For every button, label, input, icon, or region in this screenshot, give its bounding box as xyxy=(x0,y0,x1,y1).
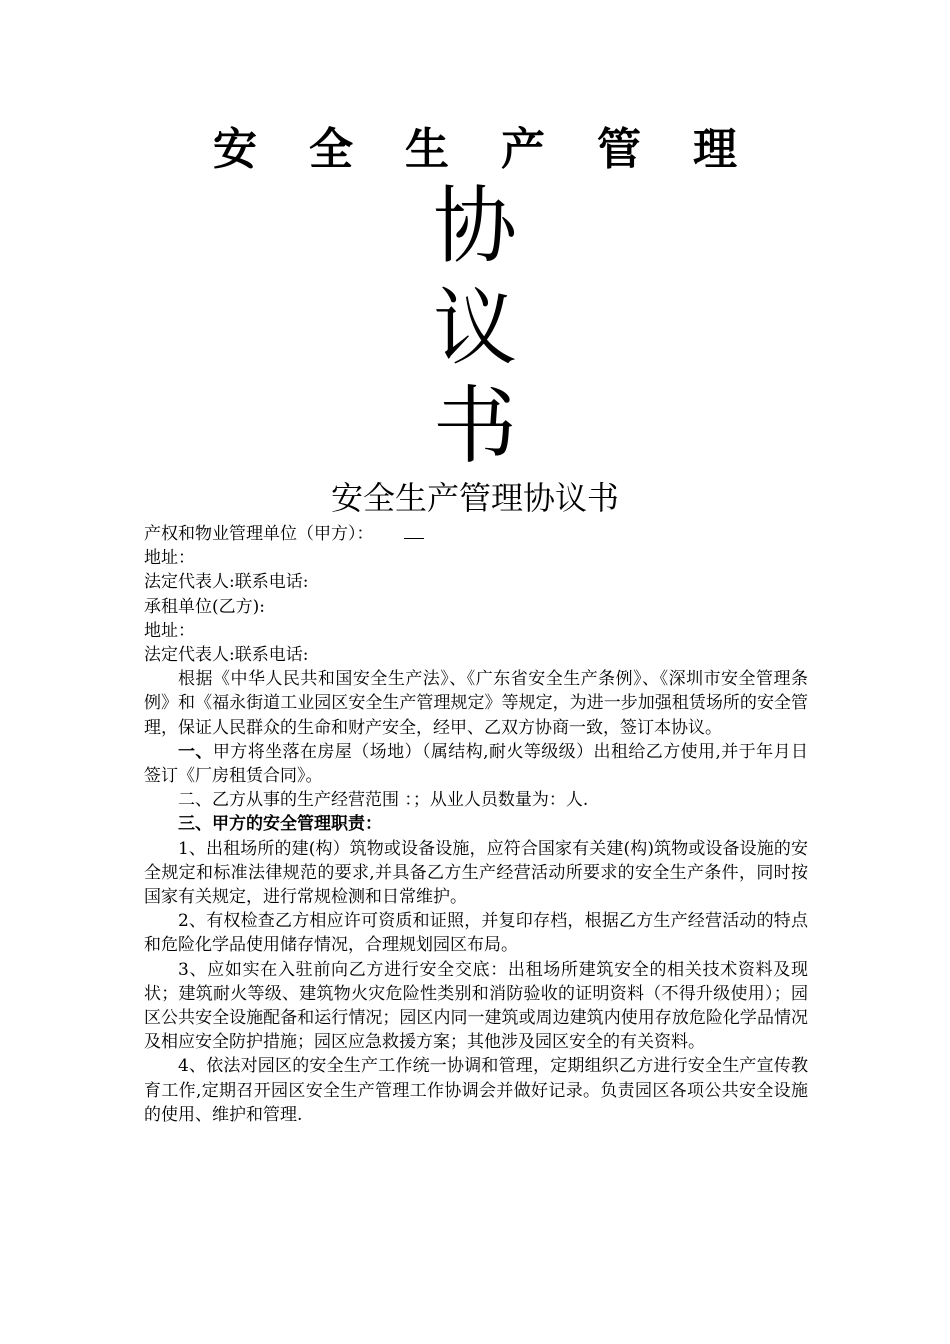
party-a-label: 产权和物业管理单位（甲方）： xyxy=(144,524,374,544)
address-b-line: 地址： xyxy=(144,620,195,641)
title-char: 全 xyxy=(309,124,353,175)
document-body xyxy=(144,522,808,1127)
big-title-char: 书 xyxy=(432,377,517,475)
address-a-line: 地址： xyxy=(144,548,195,569)
big-title-char: 协 xyxy=(432,177,517,275)
big-title-char: 议 xyxy=(432,279,517,377)
title-char: 管 xyxy=(597,124,641,175)
party-b-line: 承租单位(乙方): xyxy=(144,596,265,617)
clause-3-item-3: 3、应如实在入驻前向乙方进行安全交底：出租场所建筑安全的相关技术资料及现状；建筑耐火等级、建筑物火灾危险性类别和消防验收的证明资料（不得升级使用）；园区公共安全设施配备和运行情况；园区内同一建筑或周边建筑内使用存放危险化学品情况及相应安全防护措施；园区应急救援方案；其他涉及园区安全的有关资料。 xyxy=(144,959,808,1053)
title-char: 理 xyxy=(693,124,737,175)
clause-3-item-2: 2、有权检查乙方相应许可资质和证照，并复印存档，根据乙方生产经营活动的特点和危险化学品使用储存情况，合理规划园区布局。 xyxy=(144,911,808,956)
document-main-title xyxy=(0,118,950,182)
clause-2: 二、乙方从事的生产经营范围 ：；从业人员数量为：人. xyxy=(178,790,589,811)
rep-b-line: 法定代表人:联系电话: xyxy=(144,645,309,666)
intro-paragraph: 根据《中华人民共和国安全生产法》、《广东省安全生产条例》、《深圳市安全管理条例》和《福永街道工业园区安全生产管理规定》等规定，为进一步加强租赁场所的安全管理，保证人民群众的生命和财产安全，经甲、乙双方协商一致，签订本协议。 xyxy=(144,669,808,738)
clause-1-text: 甲方将坐落在房屋（场地）（属结构,耐火等级级）出租给乙方使用,并于年月日签订《厂房租赁合同》。 xyxy=(144,741,809,787)
clause-1-head: 一、 xyxy=(178,741,213,762)
title-char: 产 xyxy=(501,124,545,175)
clause-3-item-1: 1、出租场所的建(构）筑物或设备设施，应符合国家有关建(构)筑物或设备设施的安全规定和标准法律规范的要求,并具备乙方生产经营活动所要求的安全生产条件，同时按国家有关规定，进行常规检测和日常维护。 xyxy=(144,838,808,908)
clause-3-item-4: 4、依法对园区的安全生产工作统一协调和管理，定期组织乙方进行安全生产宣传教育工作,定期召开园区安全生产管理工作协调会并做好记录。负责园区各项公共安全设施的使用、维护和管理. xyxy=(144,1056,808,1125)
clause-3-heading: 三、甲方的安全管理职责： xyxy=(178,814,382,835)
title-char: 安 xyxy=(213,124,257,175)
document-subtitle: 安全生产管理协议书 xyxy=(330,479,619,517)
party-a-blank xyxy=(404,524,424,539)
title-char: 生 xyxy=(405,124,449,175)
party-a-line xyxy=(144,522,808,546)
clause-1 xyxy=(144,740,808,788)
rep-a-line: 法定代表人:联系电话: xyxy=(144,572,309,593)
